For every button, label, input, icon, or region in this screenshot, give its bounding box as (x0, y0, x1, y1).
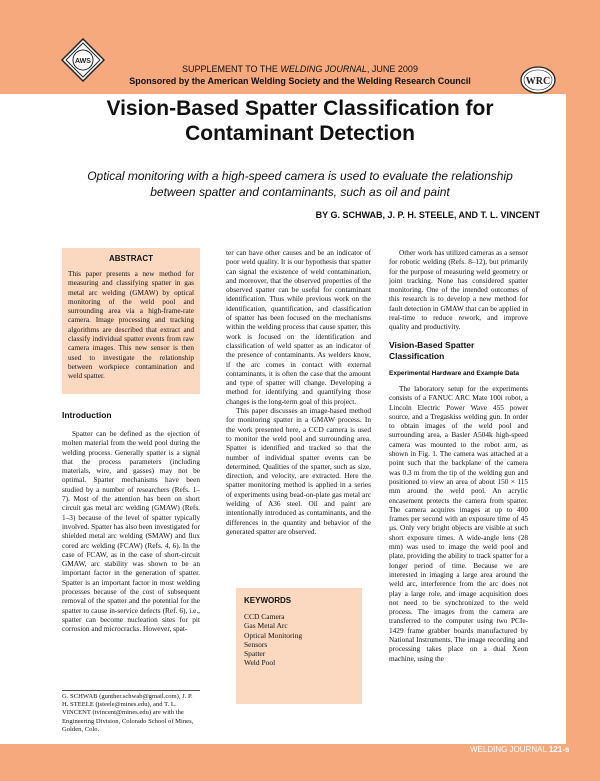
supplement-journal: WELDING JOURNAL (280, 64, 367, 74)
col3-paragraph-1: Other work has utilized cameras as a sensor for robotic welding (Refs. 8–12), but primarily for the purpose of measuring weld geometry or joint tracking. None has considered spatter monitoring. One of the intended outcomes of this research is to develop a new method for fault detection in GMAW that can be applied in real-time to reduce rework, and improve quality and productivity. (389, 248, 528, 332)
keyword-item: Spatter (244, 649, 266, 659)
keyword-item: Sensors (244, 639, 268, 649)
keyword-item: Optical Monitoring (244, 630, 303, 640)
svg-text:WRC: WRC (525, 76, 551, 87)
keyword-item: Gas Metal Arc (244, 621, 288, 631)
supplement-prefix: SUPPLEMENT TO THE (182, 64, 281, 74)
affiliation-rule (62, 690, 200, 691)
sponsor-line: Sponsored by the American Welding Society and the Welding Research Council (129, 76, 471, 86)
byline: BY G. SCHWAB, J. P. H. STEELE, AND T. L. VINCENT (315, 210, 540, 220)
abstract-heading: ABSTRACT (109, 254, 153, 263)
supplement-line (0, 64, 600, 74)
col2-paragraph-1: ter can have other causes and be an indicator of poor weld quality. It is our hypothesis that spatter can signal the existence of weld contamination, and moreover, that the observed properties of the observed spatter can be useful for contaminant identification. Thus while previous work on the identification, quantification, and classification of spatter has been focused on the mechanisms within the welding process that cause spatter, this work is focused on the identification and classification of weld spatter as an indicator of the presence of contaminants. As welders know, if the arc comes in contact with external contaminants, it is often the case that the amount and type of spatter will change. Developing a method for identifying and quantifying those changes is the long-term goal of this project. (226, 248, 371, 406)
keywords-list (244, 612, 354, 668)
abstract-text: This paper presents a new method for measuring and classifying spatter in gas metal arc welding (GMAW) by optical monitoring of the weld pool and surrounding area via a high-frame-rate camera. Image processing and tracking algorithms are described that extract and classify individual spatter events from raw camera images. This new sensor is then used to investigate the relationship between workpiece contamination and weld spatter. (68, 269, 194, 381)
subtitle-line-1: Optical monitoring with a high-speed camera is used to evaluate the relationship (87, 169, 513, 183)
column-2 (226, 248, 371, 536)
side-label-text: WELDING RESEARCH (539, 315, 558, 505)
column-3 (389, 248, 528, 663)
article-subtitle (48, 168, 552, 200)
abstract-box (62, 248, 200, 394)
page-number: 121-s (548, 745, 570, 754)
intro-heading: Introduction (62, 410, 112, 420)
article-title (60, 96, 540, 146)
col3-paragraph-2: The laboratory setup for the experiments consists of a FANUC ARC Mate 100i robot, a Lincoln Electric Power Wave 455 power source, and a Tregaskiss welding gun. In order to obtain images of the weld pool and surrounding area, a Basler A504k high-speed camera was mounted to the robot arm, as shown in Fig. 1. The camera was attached at a point such that the backplane of the camera was 0.3 m from the tip of the welding gun and positioned to view an area of about 150 × 115 mm around the weld pool. An acrylic encasement protects the camera from spatter. The camera acquires images at up to 400 frames per second with an exposure time of 45 µs. Only very bright objects are visible at such short exposure times. A wide-angle lens (28 mm) was used to image the weld pool and plate, providing the ability to track spatter for a longer period of time. Because we are interested in imaging a large area around the weld arc, interference from the arc does not play a large role, and image acquisition does not need to be synchronized to the weld process. The images from the camera are transferred to the computer using two PCIe-1429 frame grabber boards manufactured by National Instruments. The image recording and processing takes place on a dual Xeon machine, using the (389, 383, 528, 663)
keywords-box (236, 588, 362, 704)
footer-journal: WELDING JOURNAL (470, 745, 547, 754)
subtitle-line-2: between spatter and contaminants, such as oil and paint (150, 185, 450, 199)
keywords-heading: KEYWORDS (244, 596, 292, 605)
author-affiliation: G. SCHWAB (gunther.schwab@gmail.com), J. P. H. STEELE (jsteele@mines.edu), and T. L. VINCENT (tvincent@mines.edu) are with the Engineering Division, Colorado School of Mines, Golden, Colo. (62, 693, 194, 733)
column-1 (62, 410, 200, 634)
section-heading (389, 340, 528, 362)
keyword-item: CCD Camera (244, 612, 285, 621)
section-heading-line-2: Classification (389, 350, 445, 361)
keyword-item: Weld Pool (244, 658, 276, 668)
page-footer (470, 745, 569, 754)
intro-paragraph: Spatter can be defined as the ejection of molten material from the weld pool during the welding process. Generally spatter is a signal that the process parameters (including materials, wire, and gasses) may not be optimal. Spatter mechanisms have been studied by a number of researchers (Refs. 1–7). Most of the attention has been on short circuit gas metal arc welding (GMAW) (Refs. 1–3) because of the level of spatter typically involved. Spatter has also been investigated for shielded metal arc welding (SMAW) and flux cored arc welding (FCAW) (Refs. 4, 6). In the case of FCAW, as in the case of short-circuit GMAW, arc stability was shown to be an important factor in the generation of spatter. Spatter is an important factor in most welding processes because of the cost of subsequent removal of the spatter and the potential for the spatter to cause in-service defects (Ref. 6), i.e., spatter can become nucleation sites for pit corrosion and microcracks. However, spat- (62, 429, 200, 634)
col2-paragraph-2: This paper discusses an image-based method for monitoring spatter in a GMAW process. In the work presented here, a CCD camera is used to monitor the weld pool and surrounding area. Spatter is identified and tracked so that the number of individual spatter events can be determined. Qualities of the spatter, such as size, direction, and velocity, are extracted. Here the spatter monitoring method is applied in a series of experiments using bead-on-plate gas metal arc welding of A36 steel. Oil and paint are intentionally introduced as contaminants, and the differences in the quantity and behavior of the generated spatter are observed. (226, 406, 371, 536)
supplement-suffix: , JUNE 2009 (366, 64, 418, 74)
svg-text:AWS: AWS (75, 58, 91, 65)
title-line-1: Vision-Based Spatter Classification for (106, 97, 494, 120)
subsection-heading: Experimental Hardware and Example Data (389, 369, 520, 377)
section-heading-line-1: Vision-Based Spatter (389, 339, 475, 350)
side-band (566, 0, 600, 781)
side-label (533, 300, 565, 520)
title-line-2: Contaminant Detection (185, 122, 415, 145)
